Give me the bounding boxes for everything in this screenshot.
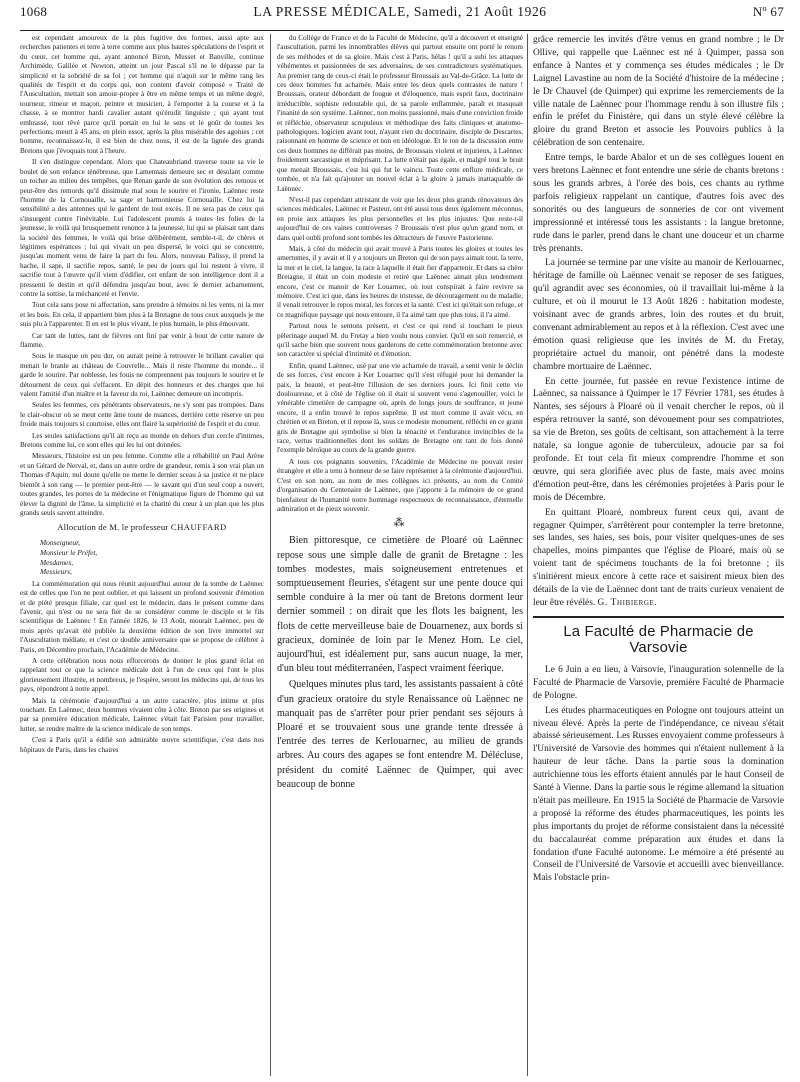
- report-text-continued: [533, 34, 784, 610]
- pharmacy-article: [533, 664, 784, 885]
- paragraph: Le 6 Juin a eu lieu, à Varsovie, l'inauguration solennelle de la Faculté de Pharmacie de Varsovie, première Faculté de Pharmacie de Pologne.: [533, 664, 784, 701]
- address-heading: [20, 522, 264, 532]
- section-separator: ⁂: [393, 517, 407, 530]
- paragraph: Car tant de luttes, tant de fièvres ont fini par venir à bout de cette nature de flamme.: [20, 331, 264, 349]
- salutation-line: Mesdames,: [40, 557, 74, 567]
- salutation-line: Messieurs,: [40, 567, 72, 577]
- page-header: [20, 4, 784, 31]
- salutation-line: Monseigneur,: [40, 538, 81, 548]
- issue-date: , Samedi, 21 Août 1926: [405, 4, 547, 19]
- paragraph: Les études pharmaceutiques en Pologne ont toujours atteint un niveau élevé. Après la perte de l'indépendance, ce niveau s'était abaissé sérieusement. Les Russes envoyaient comme professeurs à l'Université de Varsovie des hommes qui n'étaient nullement à la hauteur de leur tâche. Dans la partie sous la domination autrichienne tous les efforts étaient annulés par le haut Conseil de Santé à Vienne. Dans la partie sous le régime allemand la situation n'était pas meilleure. En 1915 la Société de Pharmacie de Varsovie a proposé la réforme des études pharmaceutiques, les points les plus importants du projet de réforme consistaient dans la nécessité du baccalauréat comme préparation aux études et dans la fondation d'une Faculté autonome. Le mémoire a été présenté au Conseil de l'Université de Varsovie et accueilli avec bienveillance. Mais l'obstacle prin-: [533, 705, 784, 884]
- paragraph: Mais, à côté du médecin qui avait trouvé à Paris toutes les gloires et toutes les amertumes, il y avait et il y a toujours un Breton qui de son pays aimait tout, la terre, la mer et le ciel, la langue, la race à laquelle il était fier d'appartenir. Et dans sa chère Bretagne, il était un coin modeste et retiré que Laënnec aimait plus tendrement encore, c'est ce manoir de Ker Louarnec, où tout conspirait à faire revivre sa mémoire. C'est ici que, dans les heures de tristesse, de découragement ou de maladie, il venait retrouver le repos moral, les forces et la santé. C'est ici qu'était son refuge, et ce magnifique paysage qui nous entoure, il l'a aimé tant que plus tous, il l'a aimé.: [277, 244, 523, 319]
- paragraph: Bien pittoresque, ce cimetière de Ploaré où Laënnec repose sous une simple dalle de granit de Bretagne : les tombes modestes, mais soigneusement entretenues et somptueusement fleuries, s'étagent sur une pente douce qui semble conduire à la mer où tant de Bretons dorment leur dernier sommeil : on dirait que les flots les baignent, les flots de cette merveilleuse baie de Douarnenez, aux bords si gracieux, dominée de loin par le Menez Hom. Le ciel, aujourd'hui, est idéalement pur, sans aucun nuage, la mer, d'un bleu tout méditerranéen, l'aspect vraiment féerique.: [277, 535, 523, 675]
- page-number: 1068: [20, 4, 48, 19]
- paragraph: Mais la cérémonie d'aujourd'hui a un autre caractère, plus intime et plus touchant. En Laënnec, deux hommes vivaient côte à côte. Breton par ses origines et par sa première éducation médicale, Laënnec s'était fait Parisien pour travailler, lutter, se rendre maître de la science médicale de son temps.: [20, 696, 264, 733]
- paragraph: A tous ces poignants souvenirs, l'Académie de Médecine ne pouvait rester étrangère et elle a tenu à honneur de se faire représenter à la cérémonie d'aujourd'hui. C'est en son nom, au nom de mes collègues ici présents, au nom du Comité d'organisation du Centenaire de Laënnec, que j'apporte à la mémoire de ce grand bienfaiteur de l'humanité notre hommage respectueux de reconnaissance, d'éternelle admiration et de pieux souvenir.: [277, 457, 523, 513]
- paragraph: Messieurs, l'histoire est un peu femme. Comme elle a réhabilité un Paul Arène et un Gérard de Nerval, et, dans un autre ordre de grandeur, remis à son vrai plan un Thomas d'Aquin, nul doute qu'elle ne mette le dernier sceau à sa justice et ne place bientôt à son rang — le premier peut-être — le savant qui d'un seul coup a ouvert, toutes grandes, les portes de la médecine et l'énigmatique figure de l'homme qui sut élever la dignité de l'âme, la simplicité et la charité du cœur à un plan que les plus grands seuls savent atteindre.: [20, 452, 264, 517]
- paragraph: Partout nous le sentons présent, et c'est ce qui rend si touchant le pieux pèlerinage auquel M. du Fretay a bien voulu nous convier. Qu'il en soit remercié, et qu'il sache bien que souvent nous garderons de cette commémoration bretonne avec son caractère si spécial d'intimité et d'émotion.: [277, 322, 523, 359]
- paragraph: Quelques minutes plus tard, les assistants passaient à côté d'un gracieux oratoire du style Renaissance où Laënnec ne manquait pas de s'arrêter pour prier pendant ses séjours à Ploaré et se trouvaient sous une grande tente dressée à l'entrée des terres de Kerlouarnec, au milieu de grands arbres. Au cours des agapes se font entendre M. Délécluse, président du comité Laënnec de Quimper, qui avec beaucoup de bonne: [277, 679, 523, 790]
- column-rule: [527, 34, 528, 1076]
- paragraph: A cette célébration nous nous efforcerons de donner le plus grand éclat en rappelant tout ce que la science médicale doit à l'un de ceux qui l'ont le plus glorieusement illustrée, et nombreux, je l'espère, seront les médecins qui, de tous les pays, répondront à notre appel.: [20, 656, 264, 694]
- paragraph: Sous le masque un peu dur, on aurait peine à retrouver le brillant cavalier qui menait le branle au château de Couvrelle... Mais il reste l'homme du monde... il garde le sourire. Par noblesse, les fouis ne comprennent pas toujours le sourire et le détournent de ceux qui s'effacent. En dépit des honneurs et des charges que lui valent l'amitié d'un maître et la faveur du roi, Laënnec demeure un incompris.: [20, 352, 264, 399]
- author-signature: [598, 598, 658, 608]
- paragraph: N'est-il pas cependant attristant de voir que les deux plus grands rénovateurs des sciences médicales, Laënnec et Pasteur, ont été aussi tous deux également méconnus, en proie aux attaques les plus personnelles et les plus injustes. Que reste-t-il aujourd'hui de ces vaines controverses ? Broussais n'est plus qu'un grand nom, et dans quel oubli profond sont tombés les détracteurs de l'œuvre Pastorienne.: [277, 195, 523, 242]
- column-3: [533, 34, 784, 1076]
- paragraph-text: En quittant Ploaré, nombreux furent ceux qui, avant de regagner Quimper, s'arrêtèrent pour contempler la terre bretonne, ses landes, ses haies, ses bois, pour visiter quelques-unes de ses chapelles, moins pimpantes que l'église de Ploaré, mais où se voient tant de spécimens touchants de la foi bretonne ; ils s'initièrent mieux encore à cette race et saisirent mieux bien des détails de la vie de Laënnec dont tant de traits curieux venaient de leur être révélés.: [533, 507, 784, 608]
- salutation-line: Monsieur le Préfet,: [40, 547, 98, 557]
- paragraph: est cependant amoureux de la plus fugitive des formes, aussi apte aux recherches patientes et terre à terre comme aux plus hautes spéculations de l'esprit et du cœur, cet homme qui, ayant annoncé Biron, Musset et Banville, continue Archimède, Galilée et Newton, atteint un jour Pascal s'il ne le dépasse par la simplicité et la sobriété de sa foi ; cet homme qui n'aquit sur le même rang les qualités de l'esprit et du corps qui, non content d'avoir composé « Traité de l'Auscultation, mettait son amour-propre à être en même temps et un même degré, tourneur, rimeur et maçon, peintre et musicien, à l'emporter à la course et à la chasse, à se montrer hardi cavalier autant qu'érudit linguiste ; qui ayant tout embrassé, tout rêvé parce qu'il portait en lui le sens et le goût de toutes les perfections, meurt à 45 ans, en plein essor, après la plus misérable des agonies ; cet homme, reconnaissez-le, il est bien de chez nous, il est de la lignée des grands Bretons que j'évoquais tout à l'heure.: [20, 34, 264, 155]
- section-divider: [533, 616, 784, 618]
- paragraph: En cette journée, fut passée en revue l'existence intime de Laënnec, sa naissance à Quimper le 17 Février 1781, ses études à Nantes, ses séjours à Ploaré où il venait chercher le repos, où il espéra retrouver la santé, son dévouement pour ses compatriotes, sa vie de Breton, ses goûts de celtisant, son attachement à la terre natale, sa longue agonie de tuberculeux, adoucie par sa foi profonde. Et tout cela fit mieux comprendre l'homme et son œuvre, qui sera glorifiée avec plus de faste, mais avec moins d'émotion peut-être, dans les cérémonies projetées à Paris pour le mois de Décembre.: [533, 376, 784, 503]
- section-heading: La Faculté de Pharmacie de Varsovie: [563, 623, 754, 656]
- column-1: [20, 34, 264, 1076]
- paragraph: grâce remercie les invités d'être venus en grand nombre ; le Dr Ollive, qui rappelle que Laënnec est né à Quimper, passa son enfance à Nantes et y commença ses études médicales ; le Dr Laignel Lavastine au nom de la Société d'histoire de la médecine ; le Dr Chauvel (de Quimper) qui exprime les remerciements de la ville natale de Laënnec pour l'hommage rendu à son illustre fils ; enfin le préfet du Finistère, qui dans un style élevé célèbre la gloire du grand Breton et associe les Pouvoirs publics à la célébration de son centenaire.: [533, 35, 784, 149]
- paragraph: La commémoration qui nous réunit aujourd'hui autour de la tombe de Laënnec est de celles que l'on ne peut oublier, et qui laissent un profond souvenir d'émotion et de piété presque filiale, car quel est le médecin, dans le présent comme dans l'avenir, qui n'est ou ne sera fier de se considérer comme le disciple et le fils scientifique de Laënnec ! En l'année 1826, le 13 Août, mourait Laënnec, peu de mois après qu'avait été publiée la deuxième édition de son livre immortel sur l'Auscultation médiate, et c'est ce double anniversaire que se propose de célébrer à Paris, en Décembre prochain, l'Académie de Médecine.: [20, 579, 264, 654]
- journal-title: [253, 4, 546, 20]
- salutation: [20, 538, 264, 576]
- speech-continuation: [277, 34, 523, 514]
- paragraph: Il s'en distingue cependant. Alors que Chateaubriand traverse toute sa vie le boulet de son enfance ténébreuse, que Lamennais demeure sec et désolant comme un rocher au milieu des tempêtes, que Renan garde de son évolution des remous et peut-être des remords qu'il dissimule mal sous le sourire et l'ironie, Laënnec reste l'homme de la Cornouaille, sa sage et harmonieuse Cornouaille. Chez lui la sensibilité a des antennes qui le gardent de tout excès. Il ne sera pas de ceux qui s'insurgent contre l'inévitable. Lui l'adolescent promis à toutes les folies de la jeunesse, le voilà qui brusquement renonce à la jeunesse, lui qui se plaisait tant dans la société des femmes, le voilà qui brise délibérément, semble-t-il, de chères et légitimes espérances ; lui qui vivait un peu dispersé, le voici qui se concentre, jusqu'au moment venu de faire la part du feu. Alors, nouveau Palissy, il prend la hache, il sape, il sacrifie repos, santé, le peu de jours qui lui restent à vivre, il sacrifie tout à l'œuvre qu'il vient d'édifier, cet enfant de son intelligence dont il a pressenti le destin et qu'il défendra jusqu'au bout, avec le dernier acharnement, contre la sottise, la méchanceté et l'envie.: [20, 158, 264, 298]
- paragraph: [533, 507, 784, 610]
- paragraph: La journée se termine par une visite au manoir de Kerlouarnec, héritage de famille où Laënnec venait se reposer de ses fatigues, qu'il agrandit avec ses économies, où il travaillait lui-même à la culture, et où il mourut le 13 Août 1826 : habitation modeste, voisinant avec de grands arbres, loin des routes et du bruit, convenant admirablement au repos et à la réflexion. C'est avec une émotion quasi religieuse que les invités de M. du Fretay, propriétaire actuel du manoir, ont pénétré dans la modeste chambre mortuaire de Laënnec.: [533, 258, 784, 372]
- author-name: G. Thibierge.: [597, 597, 658, 608]
- address-heading-name: CHAUFFARD: [170, 522, 227, 533]
- issue-number: Nº 67: [752, 4, 784, 19]
- report-text: [277, 534, 523, 792]
- paragraph: Tout cela sans pose ni affectation, sans prendre à témoins ni les vents, ni la mer et les bois. En cela, il appartient bien plus à la Bretagne de tous ceux auxquels je me suis plu à l'apparenter. Il en est le plus vivant, le plus humain, le plus émouvant.: [20, 301, 264, 329]
- paragraph: C'est à Paris qu'il a édifié son admirable œuvre scientifique, c'est dans nos hôpitaux de Paris, dans les chaires: [20, 736, 264, 754]
- column-2: [277, 34, 523, 1076]
- paragraph: Les seules satisfactions qu'il ait reçu au monde en dehors d'un cercle d'intimes, Bretons comme lui, ce sont elles qui les lui ont données.: [20, 431, 264, 450]
- column-rule: [270, 34, 271, 1076]
- address-heading-prefix: Allocution de M. le professeur: [57, 522, 171, 533]
- paragraph: Enfin, quand Laënnec, usé par une vie acharnée de travail, a senti venir le déclin de ses forces, c'est encore à Ker Louarnec qu'il s'est réfugié pour lui demander la paix, la beauté, et peut-être l'illusion de ses derniers jours. Ici finit cette vie douloureuse, et à côté de l'église où il était si souvent venu s'agenouiller, voici le vénérable cimetière de campagne où, après de longs jours de souffrance, et jeune encore, il a enfin trouvé le repos suprême. Il est mort comme il avait vécu, en chrétien et en Breton, et il repose là, sous ce modeste monument, réfléchi en ce granit gris de Bretagne qui symbolise si bien la ténacité et l'endurance invincibles de la race, vertus traditionnelles dont les soldats de Bretagne ont tant de fois donné l'exemple héroïque au cours de la grande guerre.: [277, 361, 523, 455]
- paragraph: Entre temps, le barde Abalor et un de ses collègues louent en vers bretons Laënnec et font entendre une série de chants bretons : sous les grands arbres, à l'orée des bois, ces chants au rythme parfois religieux rappelant un cantique, d'autres fois avec des sonorités ou des langueurs de sonneries de cor ont vivement impressionné et intéressé tous les assistants : la langue bretonne, rude dans le parler, prend dans le chant une douceur et un charme très prenants.: [533, 153, 784, 254]
- paragraph: du Collège de France et de la Faculté de Médecine, qu'il a découvert et enseigné l'auscultation, parmi les innombrables élèves qui partout ensuite ont porté le renom de ses méthodes et de sa gloire. Mais c'est à Paris, hélas ! qu'il a subi les attaques véhémentes et passionnées de ses adversaires, de ses contradicteurs systématiques. Au premier rang de ceux-ci était le professeur Broussais au Val-de-Grâce. La lutte de ces deux hommes fut acharnée. Mais entre les deux quels contrastes de nature ! Broussais, orateur débordant de fougue et d'éloquence, mais esprit faux, doctrinaire irréductible, sophiste redoutable qui, de sa parole enflammée, paraît et masquait l'inanité de son système. Laënnec, non moins passionné, mais d'une conviction froide et réfléchie, observateur scrupuleux et méthodique des faits cliniques et anatomo-pathologiques, logicien avant tout, n'ayant rien du doctrinaire, disciple de Descartes, raisonnant en homme de science et non en idéologue. Et le ton de la discussion entre ces deux hommes ne différait pas moins, de Broussais violent et injurieux, à Laënnec froidement sarcastique et méprisant. La lutte n'était pas égale, et malgré tout le bruit que menait Broussais, c'est lui qui fut le vaincu. Toute cette enflure médicale, ce tombée, et n'a fait qu'ajouter un nouvel éclat à la gloire à jamais inattaquable de Laënnec.: [277, 34, 523, 193]
- paragraph: Seules les femmes, ces pénétrants observateurs, ne s'y sont pas trompées. Dans le clair-obscur où se meut cette âme toute de nuances, derrière cette réserve un peu froide mais toujours si courtoise, elles ont flairé la supériorité de l'esprit et du cœur.: [20, 401, 264, 429]
- journal-name: LA PRESSE MÉDICALE: [253, 4, 406, 19]
